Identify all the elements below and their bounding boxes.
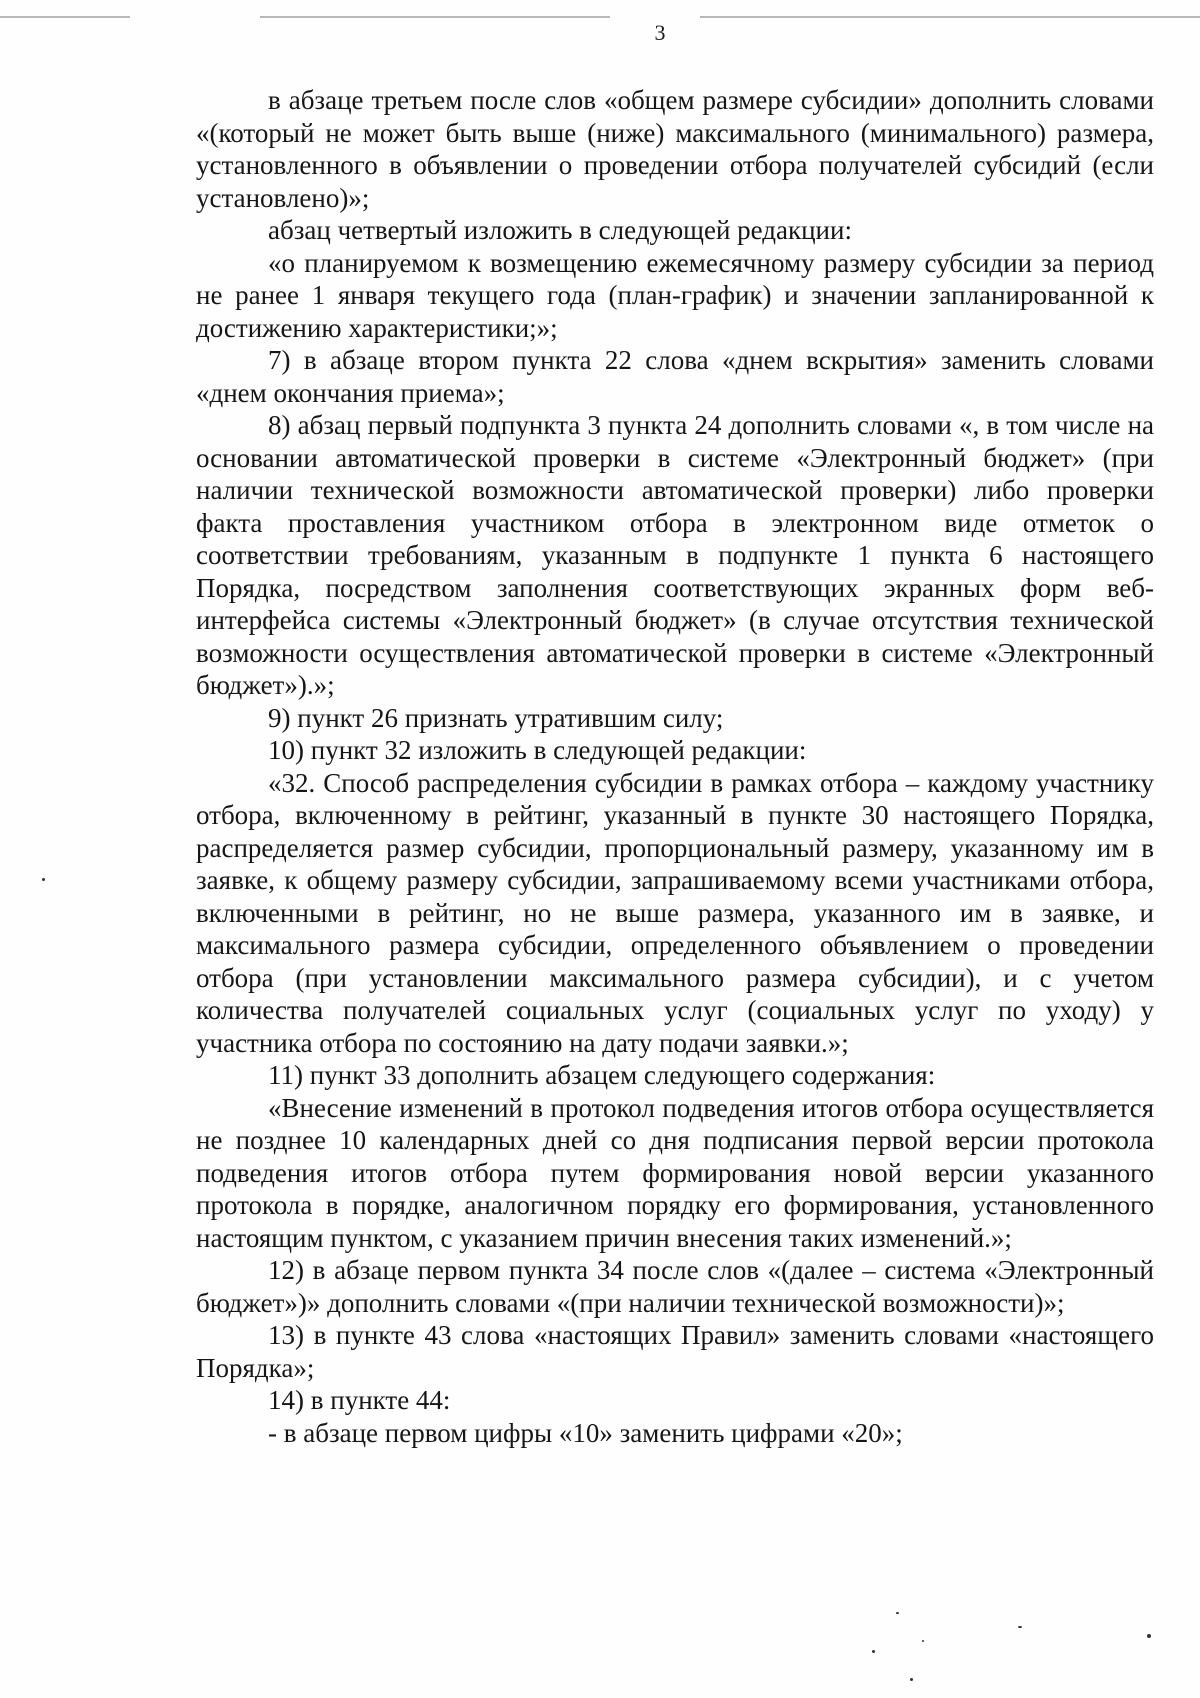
scan-top-edge-line	[700, 16, 1200, 18]
paragraph: 10) пункт 32 изложить в следующей редакции:	[268, 735, 807, 765]
paragraph: «32. Способ распределения субсидии в рамках отбора – каждому участнику отбора, включенному в рейтинг, указанный в пункте 30 настоящего Порядка, распределяется размер субсидии, пропорциональный размеру, указанному им в заявке, к общему размеру субсидии, запрашиваемому всеми участниками отбора, включенными в рейтинг, но не выше размера, указанного им в заявке, и максимального размера субсидии, определенного объявлением о проведении отбора (при установлении максимального размера субсидии), и с учетом количества получателей социальных услуг (социальных услуг по уходу) у участника отбора по состоянию на дату подачи заявки.»;	[196, 767, 1154, 1058]
scan-speck	[922, 1640, 924, 1642]
paragraph: 13) в пункте 43 слова «настоящих Правил» заменить словами «настоящего Порядка»;	[196, 1320, 1154, 1383]
scan-speck	[1018, 1626, 1022, 1628]
paragraph: в абзаце третьем после слов «общем размере субсидии» дополнить словами «(который не может быть выше (ниже) максимального (минимального) размера, установленного в объявлении о проведении отбора получателей субсидий (если установлено)»;	[196, 85, 1154, 213]
paragraph: 11) пункт 33 дополнить абзацем следующего содержания:	[268, 1060, 936, 1090]
document-body	[196, 84, 1154, 1449]
paragraph: - в абзаце первом цифры «10» заменить цифрами «20»;	[268, 1417, 903, 1448]
paragraph: 9) пункт 26 признать утратившим силу;	[268, 702, 724, 733]
scan-top-edge-line	[0, 16, 130, 18]
page-number: 3	[654, 20, 666, 45]
scan-speck	[896, 1612, 899, 1614]
paragraph: «о планируемом к возмещению ежемесячному размеру субсидии за период не ранее 1 января текущего года (план-график) и значении запланированной к достижению характеристики;»;	[196, 247, 1154, 343]
paragraph: 12) в абзаце первом пункта 34 после слов «(далее – система «Электронный бюджет»)» дополнить словами «(при наличии технической возможности)»;	[196, 1255, 1154, 1318]
scan-speck	[1147, 1634, 1151, 1638]
paragraph: 8) абзац первый подпункта 3 пункта 24 дополнить словами «, в том числе на основании автоматической проверки в системе «Электронный бюджет» (при наличии технической возможности автоматической проверки) либо проверки факта проставления участником отбора в электронном виде отметок о соответствии требованиям, указанным в подпункте 1 пункта 6 настоящего Порядка, посредством заполнения соответствующих экранных форм веб-интерфейса системы «Электронный бюджет» (в случае отсутствия технической возможности осуществления автоматической проверки в системе «Электронный бюджет»).»;	[196, 410, 1154, 700]
scan-speck	[42, 878, 45, 881]
scan-top-edge-line	[260, 16, 610, 18]
paragraph: «Внесение изменений в протокол подведения итогов отбора осуществляется не позднее 10 календарных дней со дня подписания первой версии протокола подведения итогов отбора путем формирования новой версии указанного протокола в порядке, аналогичном порядку его формирования, установленного настоящим пунктом, с указанием причин внесения таких изменений.»;	[196, 1092, 1154, 1253]
paragraph: 7) в абзаце втором пункта 22 слова «днем вскрытия» заменить словами «днем окончания приема»;	[196, 345, 1154, 408]
paragraph: 14) в пункте 44:	[268, 1385, 451, 1415]
scan-speck	[872, 1650, 875, 1653]
scan-speck	[910, 1678, 913, 1681]
paragraph: абзац четвертый изложить в следующей редакции:	[268, 215, 852, 245]
